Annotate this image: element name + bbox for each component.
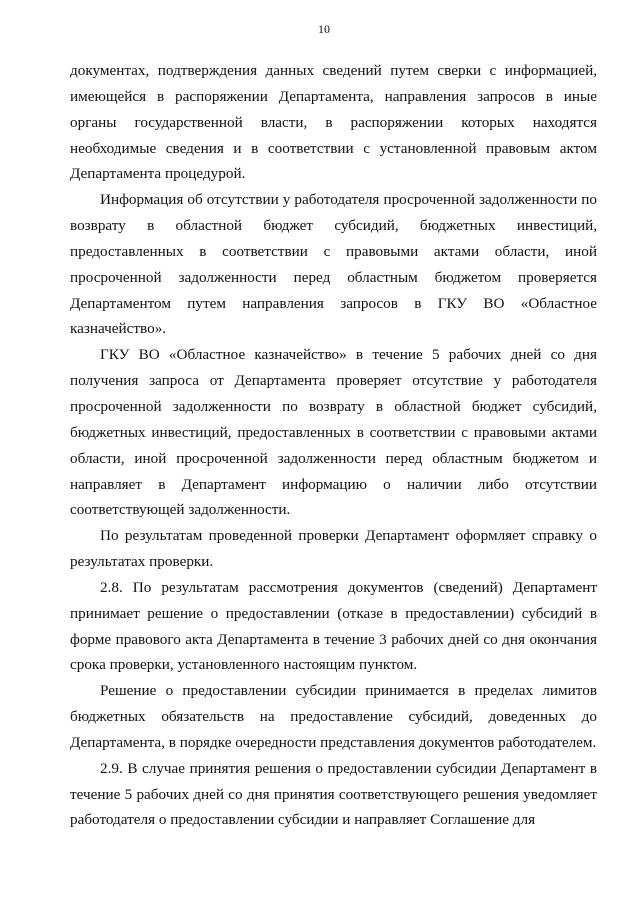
paragraph-treasury-check: ГКУ ВО «Областное казначейство» в течение 5 рабочих дней со дня получения запроса от Департамента проверяет отсутствие у работодателя просроченной задолженности по возврату в областной бюджет субсидий, бюджетных инвестиций, предоставленных в соответствии с правовыми актами области, иной просроченной задолженности перед областным бюджетом и направляет в Департамент информацию о наличии либо отсутствии соответствующей задолженности.	[70, 346, 597, 519]
page-number: 10	[318, 22, 330, 36]
paragraph-continuation: документах, подтверждения данных сведений путем сверки с информацией, имеющейся в распоряжении Департамента, направления запросов в иные органы государственной власти, в распоряжении которых находятся необходимые сведения и в соответствии с установленной правовым актом Департамента процедурой.	[70, 62, 597, 183]
paragraph-section-2-9: 2.9. В случае принятия решения о предоставлении субсидии Департамент в течение 5 рабочих дней со дня принятия соответствующего решения уведомляет работодателя о предоставлении субсидии и направляет Соглашение для	[70, 759, 597, 829]
paragraph-check-results: По результатам проведенной проверки Департамент оформляет справку о результатах проверки.	[70, 527, 597, 571]
paragraph-debt-info: Информация об отсутствии у работодателя просроченной задолженности по возврату в областной бюджет субсидий, бюджетных инвестиций, предоставленных в соответствии с правовыми актами области, иной просроченной задолженности перед областным бюджетом проверяется Департаментом путем направления запросов в ГКУ ВО «Областное казначейство».	[70, 191, 597, 338]
paragraph-subsidy-decision: Решение о предоставлении субсидии принимается в пределах лимитов бюджетных обязательств на предоставление субсидий, доведенных до Департамента, в порядке очередности представления документов работодателем.	[70, 682, 597, 751]
paragraph-section-2-8: 2.8. По результатам рассмотрения документов (сведений) Департамент принимает решение о предоставлении (отказе в предоставлении) субсидий в форме правового акта Департамента в течение 3 рабочих дней со дня окончания срока проверки, установленного настоящим пунктом.	[70, 578, 597, 674]
document-body	[70, 58, 597, 833]
